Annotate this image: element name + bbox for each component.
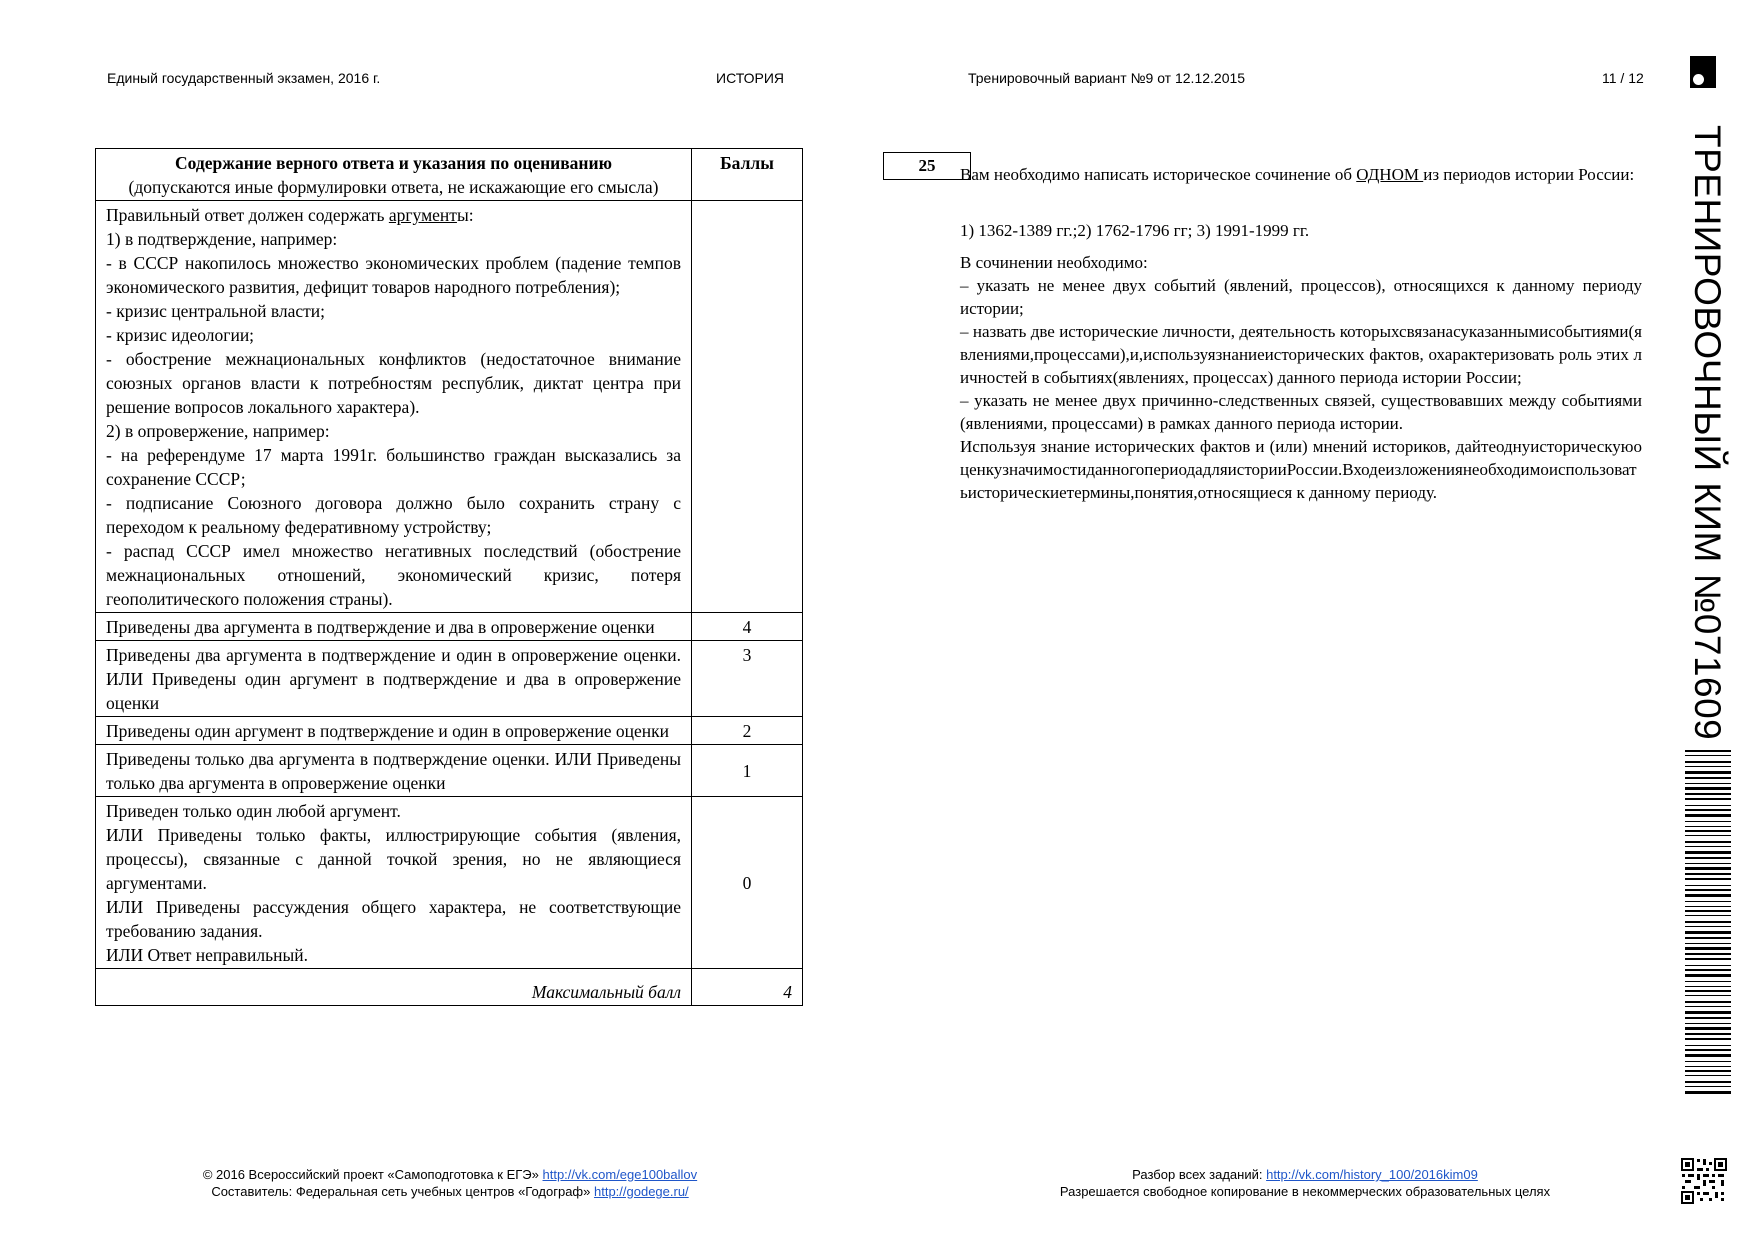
- header-exam: Единый государственный экзамен, 2016 г.: [107, 70, 381, 86]
- task-intro-text: Вам необходимо написать историческое сочинение об: [960, 165, 1357, 184]
- max-score-row: [96, 969, 803, 1006]
- score-row: [96, 745, 803, 797]
- barcode-bar: [1685, 958, 1731, 960]
- content-line: 2) в опровержение, например:: [106, 421, 330, 441]
- score-description: Приведены один аргумент в подтверждение и один в опровержение оценки: [106, 721, 669, 741]
- barcode-bar: [1685, 943, 1731, 944]
- score-row-text: [96, 717, 692, 745]
- score-row-text: [96, 641, 692, 717]
- barcode-bar: [1685, 1086, 1731, 1087]
- barcode-bar: [1685, 1061, 1731, 1062]
- footer-link-vk[interactable]: http://vk.com/ege100ballov: [542, 1167, 698, 1182]
- score-description: Приведены только два аргумента в подтверждение оценки. ИЛИ Приведены только два аргумента в опровержение оценки: [106, 749, 681, 793]
- footer-project: © 2016 Всероссийский проект «Самоподготовка к ЕГЭ»: [202, 1167, 539, 1182]
- barcode-bar: [1685, 805, 1731, 806]
- barcode-bar: [1685, 867, 1731, 870]
- barcode-bar: [1685, 937, 1731, 939]
- barcode: [1683, 750, 1733, 1100]
- footer-link-analysis[interactable]: http://vk.com/history_100/2016kim09: [1266, 1167, 1478, 1182]
- barcode-bar: [1685, 826, 1731, 827]
- task-periods: 1) 1362-1389 гг.;2) 1762-1796 гг; 3) 1991-1999 гг.: [960, 221, 1310, 240]
- barcode-bar: [1685, 1011, 1731, 1014]
- barcode-bar: [1685, 841, 1731, 843]
- max-score-label: Максимальный балл: [96, 969, 692, 1006]
- barcode-bar: [1685, 901, 1731, 902]
- content-intro-underlined: аргумент: [388, 205, 457, 225]
- footer-analysis: Разбор всех заданий:: [1132, 1167, 1263, 1182]
- barcode-bar: [1685, 830, 1731, 832]
- barcode-bar: [1685, 990, 1731, 992]
- score-row-points: 0: [692, 797, 803, 969]
- footer-author: Составитель: Федеральная сеть учебных центров «Годограф»: [211, 1184, 591, 1199]
- barcode-bar: [1685, 965, 1731, 966]
- score-description: Приведены два аргумента в подтверждение и один в опровержение оценки. ИЛИ Приведены один аргумент в подтверждение и два в опровержение оценки: [106, 645, 681, 713]
- barcode-bar: [1685, 793, 1731, 795]
- barcode-bar: [1685, 1054, 1731, 1057]
- score-row-points: 2: [692, 717, 803, 745]
- qr-code: [1680, 1157, 1728, 1205]
- barcode-bar: [1685, 857, 1731, 859]
- criteria-content-cell: [96, 201, 692, 613]
- footer-right: [1010, 1166, 1600, 1200]
- barcode-bar: [1685, 981, 1731, 982]
- requirement-item: Используя знание исторических фактов и (или) мнений историков, дайтеоднуисторическуюоценкузначимостиданногопериодадляисторииРоссии.Входеизложениянеобходимоиспользоватьисторическиетермины,понятия,относящиеся к данному периоду.: [960, 437, 1642, 502]
- footer-left: [120, 1166, 780, 1200]
- score-description: Приведены два аргумента в подтверждение и два в опровержение оценки: [106, 617, 655, 637]
- barcode-bar: [1685, 1049, 1731, 1051]
- barcode-bar: [1685, 766, 1731, 767]
- barcode-bar: [1685, 894, 1731, 897]
- barcode-bar: [1685, 953, 1731, 955]
- barcode-bar: [1685, 873, 1731, 875]
- barcode-bar: [1685, 986, 1731, 987]
- score-row: [96, 613, 803, 641]
- content-line: 1) в подтверждение, например:: [106, 229, 338, 249]
- qr-code-graphic: [1680, 1157, 1728, 1205]
- score-description: Приведен только один любой аргумент.: [106, 801, 401, 821]
- barcode-bar: [1685, 863, 1731, 864]
- barcode-bar: [1685, 1045, 1731, 1046]
- barcode-bar: [1685, 1001, 1731, 1003]
- barcode-bar: [1685, 761, 1731, 763]
- barcode-graphic: [1683, 750, 1733, 1100]
- content-line: - на референдуме 17 марта 1991г. большинство граждан высказались за сохранение СССР;: [106, 445, 681, 489]
- criteria-header-row: [96, 149, 803, 201]
- barcode-bar: [1685, 783, 1731, 784]
- barcode-bar: [1685, 1027, 1731, 1030]
- score-row-text: [96, 745, 692, 797]
- requirement-item: – указать не менее двух причинно-следственных связей, существовавших между событиями (явлениями, процессами) в рамках данного периода истории.: [960, 391, 1642, 433]
- task-intro-suffix: из периодов истории России:: [1423, 165, 1635, 184]
- barcode-bar: [1685, 798, 1731, 800]
- barcode-bar: [1685, 926, 1731, 927]
- content-intro-suffix: ы:: [456, 205, 474, 225]
- barcode-bar: [1685, 1017, 1731, 1019]
- barcode-bar: [1685, 995, 1731, 996]
- task-requirements: [960, 251, 1642, 504]
- barcode-bar: [1685, 885, 1731, 886]
- barcode-bar: [1685, 771, 1731, 774]
- barcode-bar: [1685, 1075, 1731, 1076]
- score-row: [96, 717, 803, 745]
- barcode-bar: [1685, 1081, 1731, 1083]
- score-row: [96, 797, 803, 969]
- points-header: Баллы: [692, 149, 803, 201]
- barcode-bar: [1685, 931, 1731, 934]
- barcode-bar: [1685, 915, 1731, 916]
- barcode-bar: [1685, 787, 1731, 790]
- barcode-bar: [1685, 1006, 1731, 1007]
- vertical-title-text: ТРЕНИРОВОЧНЫЙ КИМ №071609: [1687, 125, 1728, 741]
- barcode-bar: [1685, 1066, 1731, 1067]
- barcode-bar: [1685, 821, 1731, 822]
- score-row-text: [96, 613, 692, 641]
- score-description: ИЛИ Приведены только факты, иллюстрирующие события (явления, процессы), связанные с данной точкой зрения, но не являющиеся аргументами.: [106, 825, 681, 893]
- barcode-bar: [1685, 906, 1731, 907]
- max-score-value: 4: [692, 969, 803, 1006]
- content-line: - распад СССР имел множество негативных последствий (обострение межнациональных отношений, экономический кризис, потеря геополитического положения страны).: [106, 541, 681, 609]
- footer-copy-notice: Разрешается свободное копирование в некоммерческих образовательных целях: [1059, 1184, 1551, 1199]
- barcode-bar: [1685, 947, 1731, 950]
- content-line: - обострение межнациональных конфликтов (недостаточное внимание союзных органов власти к потребностям республик, диктат центра при решение вопросов локального характера).: [106, 349, 681, 417]
- requirements-title: В сочинении необходимо:: [960, 253, 1148, 272]
- requirement-item: – указать не менее двух событий (явлений, процессов), относящихся к данному периоду истории;: [960, 276, 1642, 318]
- vertical-title: [1687, 125, 1736, 741]
- score-row-points: 1: [692, 745, 803, 797]
- task-intro-underlined: ОДНОМ: [1356, 165, 1424, 184]
- footer-link-godege[interactable]: http://godege.ru/: [593, 1184, 689, 1199]
- barcode-bar: [1685, 755, 1731, 756]
- score-description: ИЛИ Ответ неправильный.: [106, 945, 308, 965]
- header-variant: Тренировочный вариант №9 от 12.12.2015: [968, 70, 1246, 86]
- score-row-points: 4: [692, 613, 803, 641]
- barcode-bar: [1685, 1091, 1731, 1094]
- barcode-bar: [1685, 1023, 1731, 1024]
- content-line: - кризис идеологии;: [106, 325, 255, 345]
- barcode-bar: [1685, 889, 1731, 891]
- score-row-text: [96, 797, 692, 969]
- barcode-bar: [1685, 851, 1731, 854]
- barcode-bar: [1685, 1033, 1731, 1035]
- criteria-header-cell: [96, 149, 692, 201]
- criteria-header-title: Содержание верного ответа и указания по оцениванию: [175, 153, 612, 173]
- corner-marker: [1690, 56, 1716, 88]
- barcode-bar: [1685, 974, 1731, 977]
- barcode-bar: [1685, 814, 1731, 817]
- content-line: - подписание Союзного договора должно было сохранить страну с переходом к реальному федеративному устройству;: [106, 493, 681, 537]
- barcode-bar: [1685, 878, 1731, 880]
- content-intro-text: Правильный ответ должен содержать: [106, 205, 389, 225]
- requirement-item: – назвать две исторические личности, деятельность которыхсвязанасуказаннымисобытиями(явлениями,процессами),и,используязнаниеисторических фактов, охарактеризовать роль этих личностей в событиях(явлениях, процессах) данного периода истории России;: [960, 322, 1642, 387]
- barcode-bar: [1685, 777, 1731, 779]
- content-line: - в СССР накопилось множество экономических проблем (падение темпов экономического развития, дефицит товаров народного потребления);: [106, 253, 681, 297]
- barcode-bar: [1685, 835, 1731, 836]
- score-row: [96, 641, 803, 717]
- task-intro: [960, 163, 1642, 186]
- criteria-header-note: (допускаются иные формулировки ответа, не искажающие его смысла): [128, 177, 659, 197]
- criteria-table: [95, 148, 803, 1006]
- barcode-bar: [1685, 809, 1731, 811]
- score-row-points: 3: [692, 641, 803, 717]
- barcode-bar: [1685, 1070, 1731, 1072]
- barcode-bar: [1685, 910, 1731, 912]
- criteria-content-row: [96, 201, 803, 613]
- header-subject: ИСТОРИЯ: [716, 70, 785, 86]
- content-line: - кризис центральной власти;: [106, 301, 326, 321]
- score-description: ИЛИ Приведены рассуждения общего характера, не соответствующие требованию задания.: [106, 897, 681, 941]
- barcode-bar: [1685, 969, 1731, 971]
- barcode-bar: [1685, 1038, 1731, 1040]
- barcode-bar: [1685, 750, 1731, 752]
- barcode-bar: [1685, 846, 1731, 847]
- task-number-box: 25: [883, 152, 971, 180]
- barcode-bar: [1685, 921, 1731, 923]
- header-page-number: 11 / 12: [1602, 70, 1644, 86]
- criteria-content-points-empty: [692, 201, 803, 613]
